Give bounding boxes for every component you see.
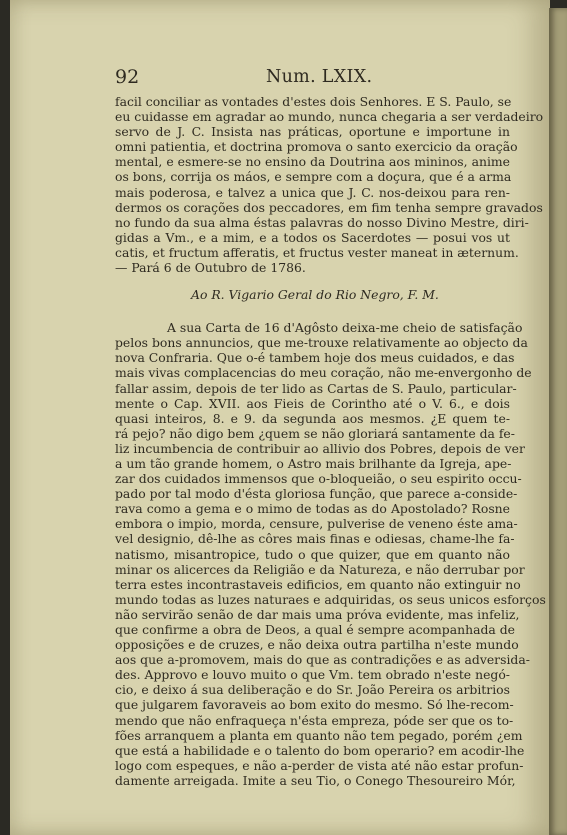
text-line: — Pará 6 de Outubro de 1786. — [115, 260, 306, 276]
text-line: mais poderosa, e talvez a unica que J. C. nos-deixou para ren- — [115, 184, 510, 200]
text-line: omni patientia, et doctrina promova o santo exercicio da oração — [115, 139, 518, 155]
paragraph-2 — [115, 320, 546, 788]
text-line: mental, e esmere-se no ensino da Doutrina aos mininos, anime — [115, 154, 510, 170]
text-line: que confirme a obra de Deos, a qual é sempre acompanhada de — [115, 622, 515, 637]
text-line: eu cuidasse em agradar ao mundo, nunca chegaria a ser verdadeiro — [115, 109, 544, 125]
running-head: Num. LXIX. — [266, 67, 373, 87]
text-line: mente o Cap. XVII. aos Fieis de Corintho até o V. 6., e dois — [115, 395, 510, 411]
paragraph-1 — [115, 94, 544, 276]
text-line: mais vivas complacencias do meu coração, não me-envergonho de — [115, 365, 532, 381]
text-line: logo com espeques, e não a-perder de vista até não estar profun- — [115, 757, 524, 773]
letter-heading: Ao R. Vigario Geral do Rio Negro, F. M. — [191, 287, 439, 303]
text-line: pelos bons annuncios, que me-trouxe relativamente ao objecto da — [115, 335, 528, 351]
text-line: quasi inteiros, 8. e 9. da segunda aos mesmos. ¿E quem te- — [115, 410, 510, 426]
text-line: zar dos cuidados immensos que o-bloqueião, o seu espirito occu- — [115, 471, 522, 487]
text-line: minar os alicerces da Religião e da Natureza, e não derrubar por — [115, 561, 525, 577]
text-line: mundo todas as luzes naturaes e adquiridas, os seus unicos esforços — [115, 591, 546, 607]
text-block — [115, 64, 546, 788]
text-line: fões arranquem a planta em quanto não tem pegado, porém ¿em — [115, 727, 523, 743]
text-line: fallar assim, depois de ter lido as Cartas de S. Paulo, particular- — [115, 380, 517, 396]
text-line: rá pejo? não digo bem ¿quem se não gloriará santamente da fe- — [115, 425, 515, 441]
text-line: natismo, misantropice, tudo o que quizer, que em quanto não — [115, 546, 510, 562]
text-line: catis, et fructum afferatis, et fructus vester maneat in æternum. — [115, 244, 519, 260]
text-line: aos que a-promovem, mais do que as contradições e as adversida- — [115, 652, 530, 668]
text-line: embora o impio, morda, censure, pulverise de veneno éste ama- — [115, 516, 518, 532]
text-line: rava como a gema e o mimo de todas as do Apostolado? Rosne — [115, 501, 510, 517]
text-line: dermos os corações dos peccadores, em fim tenha sempre gravados — [115, 199, 543, 215]
page-edge — [549, 8, 567, 835]
text-line: que está a habilidade e o talento do bom operario? em acodir-lhe — [115, 742, 525, 758]
text-line: os bons, corrija os máos, e sempre com a doçura, que é a arma — [115, 169, 512, 185]
text-line: no fundo da sua alma éstas palavras do nosso Divino Mestre, diri- — [115, 214, 529, 230]
text-line: facil conciliar as vontades d'estes dois Senhores. E S. Paulo, se — [115, 94, 512, 109]
text-line: damente arreigada. Imite a seu Tio, o Conego Thesoureiro Mór, — [115, 772, 516, 788]
text-line: des. Approvo e louvo muito o que Vm. tem obrado n'este negó- — [115, 667, 510, 683]
text-line: A sua Carta de 16 d'Agôsto deixa-me cheio de satisfação — [167, 320, 523, 336]
text-line: gidas a Vm., e a mim, e a todos os Sacerdotes — posui vos ut — [115, 229, 510, 245]
text-line: vel designio, dê-lhe as côres mais finas e odiesas, chame-lhe fa- — [115, 531, 515, 547]
text-line: a um tão grande homem, o Astro mais brilhante da Igreja, ape- — [115, 455, 512, 471]
text-line: nova Confraria. Que o-é tambem hoje dos meus cuidados, e das — [115, 350, 515, 366]
text-line: mendo que não enfraqueça n'ésta empreza, póde ser que os to- — [115, 712, 514, 728]
text-line: não servirão senão de dar mais uma próva evidente, mas infeliz, — [115, 606, 520, 622]
text-line: pado por tal modo d'ésta gloriosa função, que parece a-conside- — [115, 486, 518, 502]
text-line: cio, e deixo á sua deliberação e do Sr. João Pereira os arbitrios — [115, 682, 510, 698]
page-header — [115, 64, 510, 94]
text-line: que julgarem favoraveis ao bom exito do mesmo. Só lhe-recom- — [115, 697, 514, 713]
text-line: servo de J. C. Insista nas práticas, oportune e importune in — [115, 124, 510, 140]
text-line: opposições e de cruzes, e não deixa outra partilha n'este mundo — [115, 637, 519, 653]
text-line: liz incumbencia de contribuir ao allivio dos Pobres, depois de ver — [115, 440, 525, 456]
text-line: terra estes incontrastaveis edificios, em quanto não extinguir no — [115, 576, 521, 592]
page-number: 92 — [115, 66, 140, 88]
